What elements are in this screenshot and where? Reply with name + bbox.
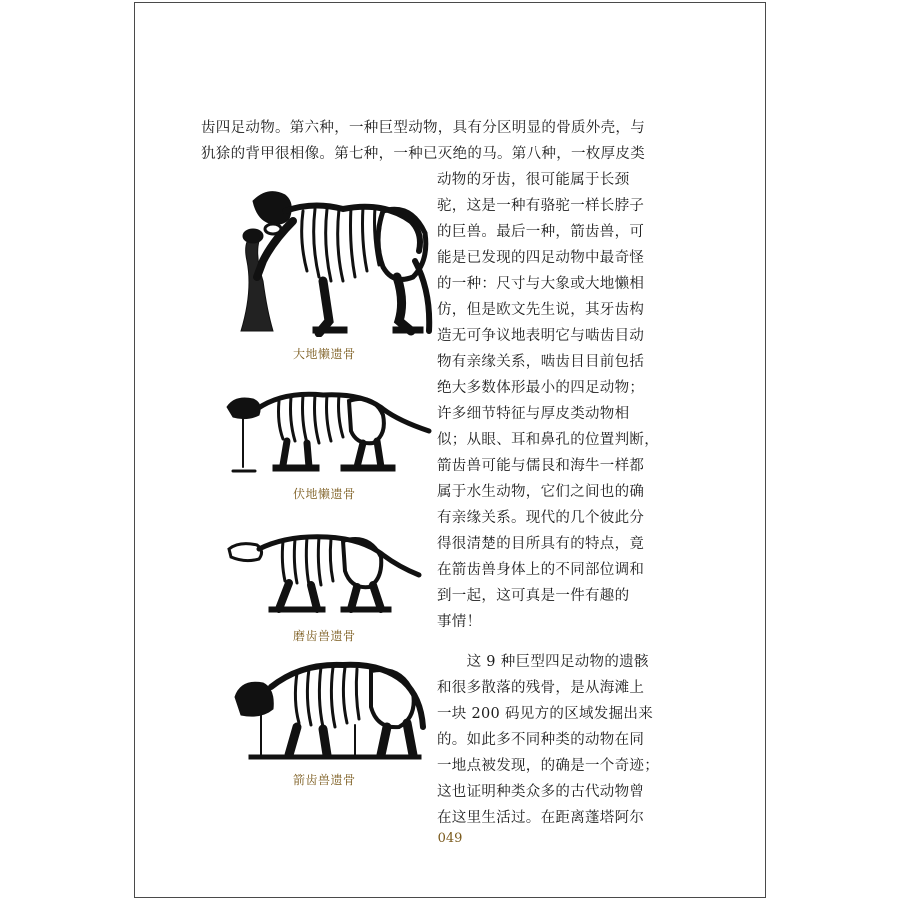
text-line: 能是已发现的四足动物中最奇怪 — [437, 250, 645, 266]
mylodon-skeleton-icon — [223, 527, 423, 615]
figure-scelidotherium — [223, 385, 433, 475]
text-line: 的巨兽。最后一种，箭齿兽，可 — [437, 224, 645, 240]
text-line: 到一起，这可真是一件有趣的 — [437, 588, 630, 604]
figure-caption: 磨齿兽遗骨 — [293, 629, 356, 643]
text-line: 似；从眼、耳和鼻孔的位置判断， — [437, 432, 659, 448]
figure-caption: 伏地懒遗骨 — [293, 487, 356, 501]
text-line: 在这里生活过。在距离蓬塔阿尔 — [437, 810, 645, 826]
text-line: 造无可争议地表明它与啮齿目动 — [437, 328, 645, 344]
page-number: 049 — [437, 831, 463, 846]
text-line: 的。如此多不同种类的动物在同 — [437, 732, 645, 748]
toxodon-skeleton-icon — [231, 657, 427, 763]
scelidotherium-skeleton-icon — [223, 385, 433, 475]
figure-caption: 大地懒遗骨 — [293, 347, 356, 361]
text-line: 绝大多数体形最小的四足动物； — [437, 380, 645, 396]
text-line: 属于水生动物，它们之间也的确 — [437, 484, 645, 500]
text-line: 物有亲缘关系，啮齿目目前包括 — [437, 354, 645, 370]
text-line: 齿四足动物。第六种，一种巨型动物，具有分区明显的骨质外壳，与 — [201, 120, 645, 136]
text-line: 这也证明种类众多的古代动物曾 — [437, 784, 645, 800]
giant-ground-sloth-skeleton-icon — [233, 181, 433, 337]
text-line: 得很清楚的目所具有的特点，竟 — [437, 536, 645, 552]
text-line: 有亲缘关系。现代的几个彼此分 — [437, 510, 645, 526]
text-line: 和很多散落的残骨，是从海滩上 — [437, 680, 645, 696]
text-line: 驼，这是一种有骆驼一样长脖子 — [437, 198, 645, 214]
text-line: 许多细节特征与厚皮类动物相 — [437, 406, 630, 422]
text-line: 箭齿兽可能与儒艮和海牛一样都 — [437, 458, 645, 474]
figure-mylodon — [223, 527, 423, 615]
text-line: 动物的牙齿，很可能属于长颈 — [437, 172, 630, 188]
text-line: 的一种：尺寸与大象或大地懒相 — [437, 276, 645, 292]
text-line: 仿，但是欧文先生说，其牙齿构 — [437, 302, 645, 318]
text-line: 一块 200 码见方的区域发掘出来 — [437, 706, 653, 722]
figure-caption: 箭齿兽遗骨 — [293, 773, 356, 787]
text-line: 事情！ — [437, 614, 482, 630]
text-line: 在箭齿兽身体上的不同部位调和 — [437, 562, 645, 578]
figure-megatherium — [233, 181, 433, 337]
book-page — [134, 2, 766, 898]
text-line: 这 9 种巨型四足动物的遗骸 — [437, 654, 649, 670]
text-line: 犰狳的背甲很相像。第七种，一种已灭绝的马。第八种，一枚厚皮类 — [201, 146, 645, 162]
text-line: 一地点被发现，的确是一个奇迹； — [437, 758, 659, 774]
figure-toxodon — [231, 657, 427, 763]
